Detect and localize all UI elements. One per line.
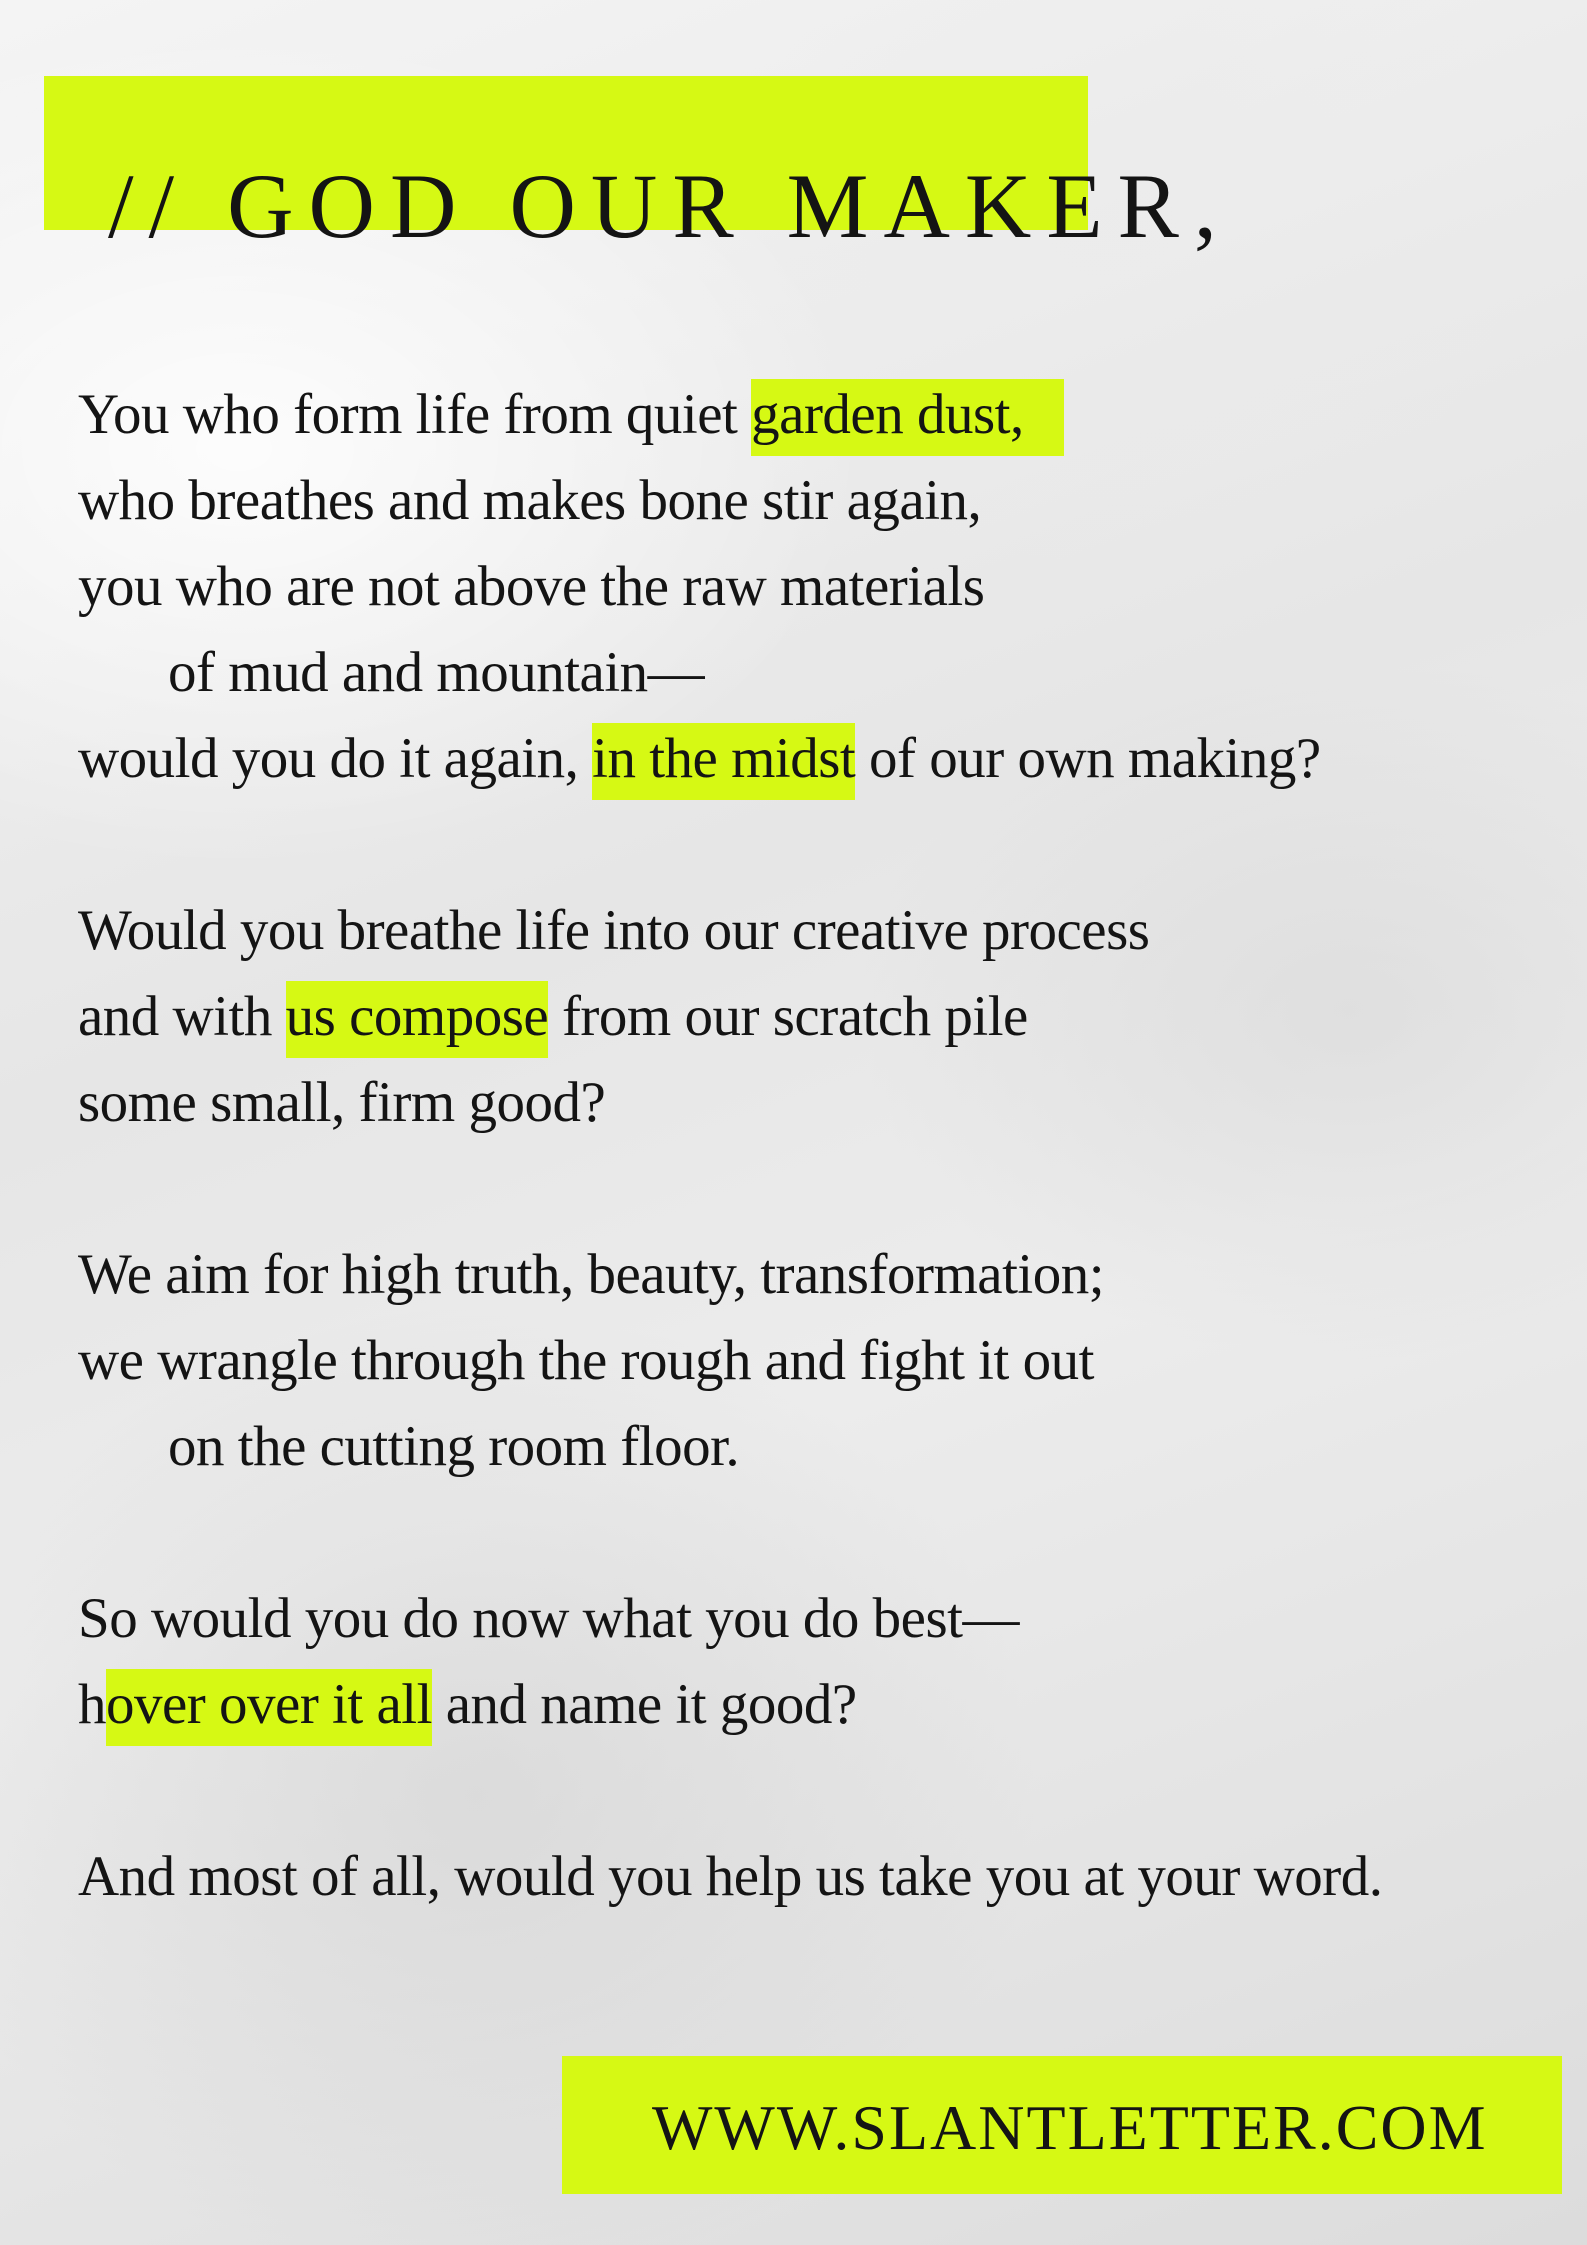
highlighted-phrase: over over it all [106, 1669, 432, 1746]
poem-line: So would you do now what you do best— [78, 1587, 1019, 1650]
page-title: // GOD OUR MAKER, [108, 155, 1232, 257]
poem-line: And most of all, would you help us take you at your word. [78, 1845, 1383, 1908]
poem-line [78, 974, 1558, 1060]
poem-line: we wrangle through the rough and fight it out [78, 1329, 1094, 1392]
website-link[interactable]: WWW.SLANTLETTER.COM [652, 2092, 1488, 2163]
poem-line: Would you breathe life into our creative process [78, 899, 1150, 962]
poem-line [78, 716, 1558, 802]
stanza-gap [78, 1748, 1558, 1834]
poem-line-indented: on the cutting room floor. [168, 1415, 740, 1478]
line-text: from our scratch pile [548, 985, 1028, 1048]
line-text: would you do it again, [78, 727, 593, 790]
stanza-3 [78, 1232, 1558, 1490]
poem-line: some small, firm good? [78, 1071, 606, 1134]
line-text: of our own making? [855, 727, 1321, 790]
stanza-2 [78, 888, 1558, 1146]
stanza-1 [78, 372, 1558, 802]
line-text: and name it good? [431, 1673, 857, 1736]
highlighted-phrase: in the midst [592, 723, 855, 800]
poem-line: who breathes and makes bone stir again, [78, 469, 982, 532]
highlighted-phrase: us compose [286, 981, 549, 1058]
poem-body [78, 372, 1558, 1920]
poem-line [78, 372, 1558, 458]
poem-line: We aim for high truth, beauty, transformation; [78, 1243, 1105, 1306]
stanza-4 [78, 1576, 1558, 1748]
line-text: You who form life from quiet [78, 383, 752, 446]
stanza-5 [78, 1834, 1558, 1920]
poem-line [78, 1662, 1558, 1748]
poem-line: you who are not above the raw materials [78, 555, 985, 618]
line-text: h [78, 1673, 106, 1736]
poem-line-indented: of mud and mountain— [168, 641, 705, 704]
stanza-gap [78, 1146, 1558, 1232]
stanza-gap [78, 1490, 1558, 1576]
highlighted-phrase: garden dust, [751, 379, 1064, 456]
stanza-gap [78, 802, 1558, 888]
line-text: and with [78, 985, 286, 1048]
